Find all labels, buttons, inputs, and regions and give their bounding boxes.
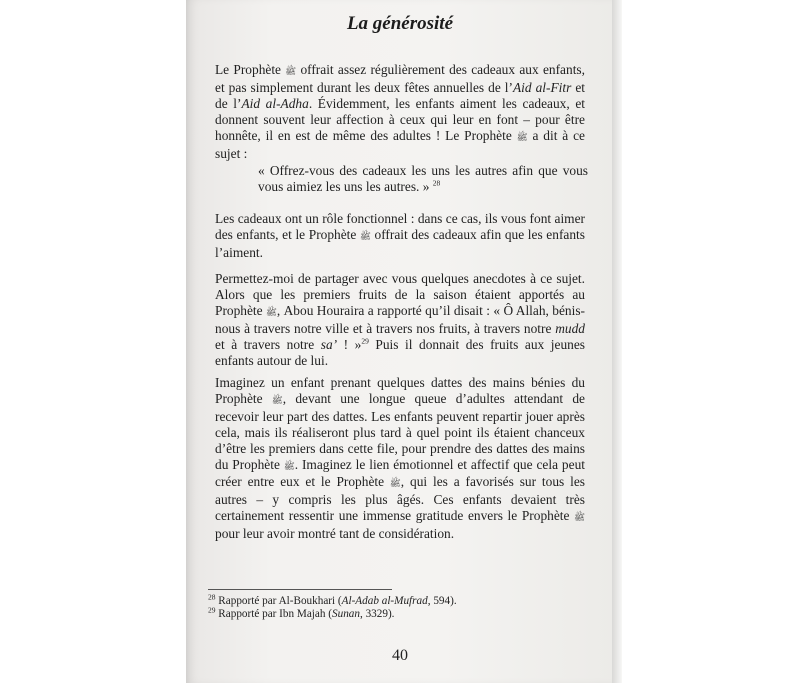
p4-text-5: pour leur avoir montré tant de considération.	[215, 526, 455, 542]
footnote-28	[208, 592, 588, 608]
page-edge	[612, 0, 622, 683]
salutation-glyph: ﷺ	[283, 460, 295, 471]
p1-text-5: a dit à ce sujet :	[215, 127, 585, 161]
footnote-number: 29	[208, 605, 216, 615]
salutation-glyph: ﷺ	[389, 478, 401, 489]
paragraph-3	[215, 271, 585, 368]
p1-text-3: et de l’	[215, 79, 585, 111]
footnote-text: , 3329).	[359, 608, 395, 620]
salutation-glyph: ﷺ	[266, 306, 277, 317]
footnote-number: 28	[208, 592, 216, 602]
p1-text-2: offrait assez régulièrement des cadeaux aux enfants, et pas simplement durant les deux fêtes annuelles de l’	[215, 62, 585, 95]
salutation-glyph: ﷺ	[574, 512, 585, 523]
p4-text-2: , devant une longue queue d’adultes attendant de recevoir leur part des dattes. Les enfants peuvent repartir jouer après cela, mais ils réaliseront plus tard à quel point ils étaient chanceux d’être les premiers dans cette file, pour prendre des dattes des mains du Prophète	[215, 390, 585, 472]
hadith-quote	[258, 163, 588, 195]
footnote-divider	[208, 589, 392, 590]
footnote-source: Sunan	[332, 608, 360, 620]
footnote-ref-28: 28	[432, 178, 441, 188]
salutation-glyph: ﷺ	[271, 394, 283, 405]
footnote-text: , 594).	[427, 595, 457, 607]
book-page	[186, 0, 614, 683]
p3-sa: sa’	[320, 336, 338, 352]
salutation-glyph: ﷺ	[285, 66, 297, 76]
p1-text-1: Le Prophète	[215, 62, 281, 77]
footnote-text: Rapporté par Ibn Majah (	[218, 608, 332, 620]
p1-text-4: . Évidemment, les enfants aiment les cadeaux, et donnent souvent leur affection à ceux qui leur en font – pour être honnête, il en est de même des adultes ! Le Prophète	[215, 95, 586, 143]
paragraph-1	[215, 62, 585, 161]
p4-text-1: Imaginez un enfant prenant quelques dattes des mains bénies du Prophète	[215, 375, 585, 406]
footnote-29	[208, 605, 588, 621]
paragraph-2	[215, 211, 585, 261]
footnote-text: Rapporté par Al-Boukhari (	[218, 595, 342, 607]
p2-text-2: offrait des cadeaux afin que les enfants l’aiment.	[215, 226, 585, 260]
footnote-ref-29: 29	[361, 336, 369, 346]
p3-text-3: et à travers notre	[215, 336, 321, 352]
p1-aid-adha: Aid al-Adha	[241, 95, 309, 111]
p3-text-2: , Abou Houraira a rapporté qu’il disait : « Ô Allah, bénis-nous à travers notre ville et à travers nos fruits, à travers notre	[215, 302, 585, 336]
p1-aid-fitr: Aid al-Fitr	[512, 79, 572, 95]
p4-text-4: , qui les a favorisés sur tous les autres – y compris les plus âgés. Ces enfants devaient très certainement ressentir une immense gratitude envers le Prophète	[215, 474, 585, 524]
p4-text-3: . Imaginez le lien émotionnel et affectif que cela peut créer entre eux et le Prophète	[215, 456, 585, 490]
salutation-glyph: ﷺ	[516, 131, 528, 142]
page-title: La générosité	[346, 13, 454, 34]
paragraph-4	[215, 375, 585, 542]
page-number: 40	[392, 647, 408, 664]
p3-text-4: ! »	[337, 336, 362, 352]
p3-mudd: mudd	[555, 320, 585, 336]
footnote-source: Al-Adab al-Mufrad	[341, 595, 428, 607]
p3-text-5: Puis il donnait des fruits aux jeunes enfants autour de lui.	[215, 336, 585, 368]
p2-text-1: Les cadeaux ont un rôle fonctionnel : dans ce cas, ils vous font aimer des enfants, et le Prophète	[215, 211, 585, 242]
p3-text-1: Permettez-moi de partager avec vous quelques anecdotes à ce sujet. Alors que les premiers fruits de la saison étaient apportés au Prophète	[215, 271, 585, 318]
salutation-glyph: ﷺ	[360, 230, 371, 241]
quote-text: « Offrez-vous des cadeaux les uns les autres afin que vous vous aimiez les uns les autres. »	[258, 163, 588, 194]
